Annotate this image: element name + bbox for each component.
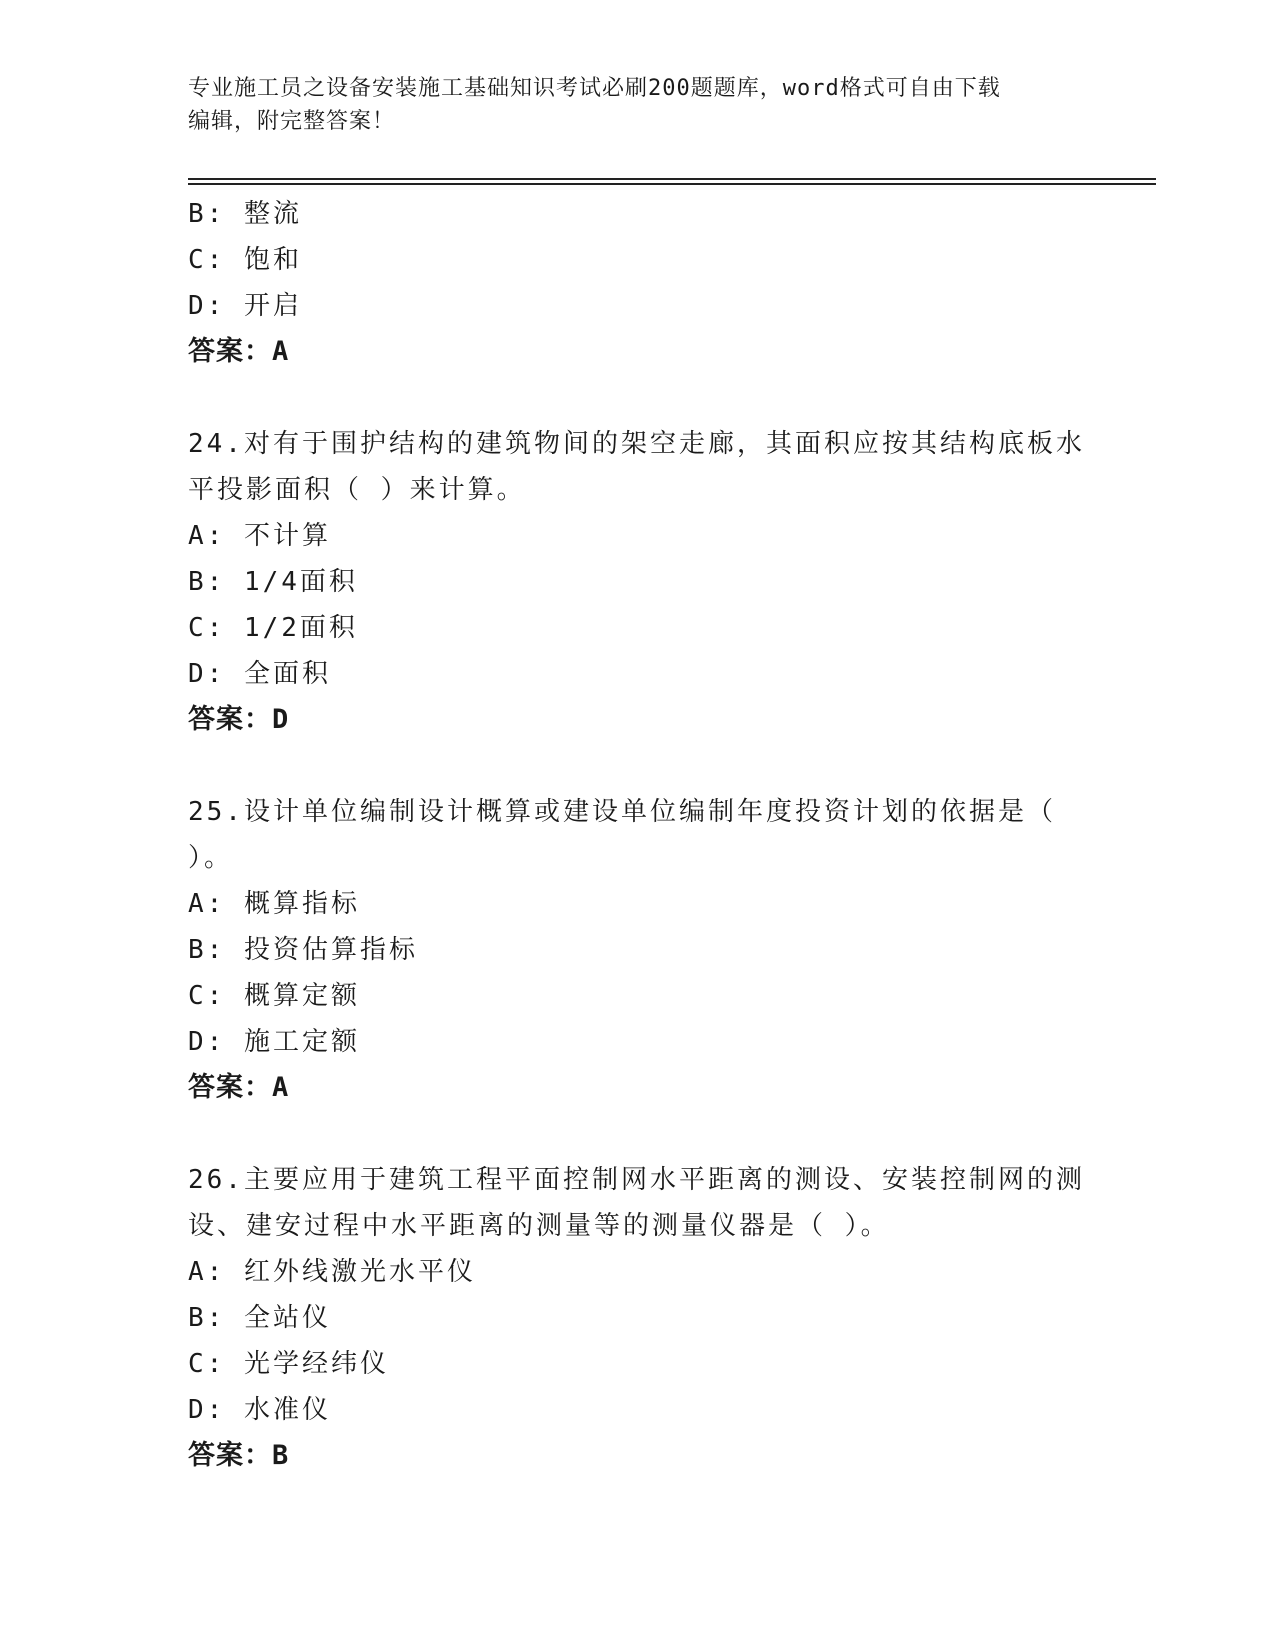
- option-b: B: 1/4面积: [188, 567, 358, 597]
- question-stem-line: 25.设计单位编制设计概算或建设单位编制年度投资计划的依据是（: [188, 797, 1056, 827]
- option-d: D: 全面积: [188, 659, 331, 689]
- option-d: D: 施工定额: [188, 1027, 360, 1057]
- document-header: [188, 72, 1068, 138]
- answer-line: 答案：A: [188, 336, 290, 367]
- option-c: C: 光学经纬仪: [188, 1349, 389, 1379]
- option-d: D: 开启: [188, 291, 302, 321]
- option-b: B: 全站仪: [188, 1303, 331, 1333]
- option-d: D: 水准仪: [188, 1395, 331, 1425]
- spacer: [188, 375, 1088, 421]
- question-23-partial: [188, 191, 1088, 375]
- question-25: [188, 789, 1088, 1111]
- question-list: [188, 191, 1088, 1479]
- question-stem-line: ）。: [188, 843, 234, 873]
- spacer: [188, 1111, 1088, 1157]
- question-stem-line: 设、建安过程中水平距离的测量等的测量仪器是（ ）。: [188, 1211, 890, 1241]
- question-stem-line: 26.主要应用于建筑工程平面控制网水平距离的测设、安装控制网的测: [188, 1165, 1085, 1195]
- question-stem-line: 平投影面积（ ）来计算。: [188, 475, 526, 505]
- answer-line: 答案：D: [188, 704, 290, 735]
- option-a: A: 红外线激光水平仪: [188, 1257, 476, 1287]
- header-title-line-2: 编辑，附完整答案！: [188, 109, 396, 134]
- option-c: C: 概算定额: [188, 981, 360, 1011]
- header-title-line-1: 专业施工员之设备安装施工基础知识考试必刷200题题库，word格式可自由下载: [188, 76, 1001, 101]
- question-26: [188, 1157, 1088, 1479]
- option-c: C: 1/2面积: [188, 613, 358, 643]
- question-24: [188, 421, 1088, 743]
- option-b: B: 整流: [188, 199, 302, 229]
- answer-line: 答案：A: [188, 1072, 290, 1103]
- spacer: [188, 743, 1088, 789]
- option-c: C: 饱和: [188, 245, 302, 275]
- option-b: B: 投资估算指标: [188, 935, 418, 965]
- question-stem-line: 24.对有于围护结构的建筑物间的架空走廊，其面积应按其结构底板水: [188, 429, 1085, 459]
- option-a: A: 概算指标: [188, 889, 360, 919]
- header-divider-top: [188, 178, 1156, 180]
- answer-line: 答案：B: [188, 1440, 290, 1471]
- option-a: A: 不计算: [188, 521, 331, 551]
- header-divider-bottom: [188, 183, 1156, 185]
